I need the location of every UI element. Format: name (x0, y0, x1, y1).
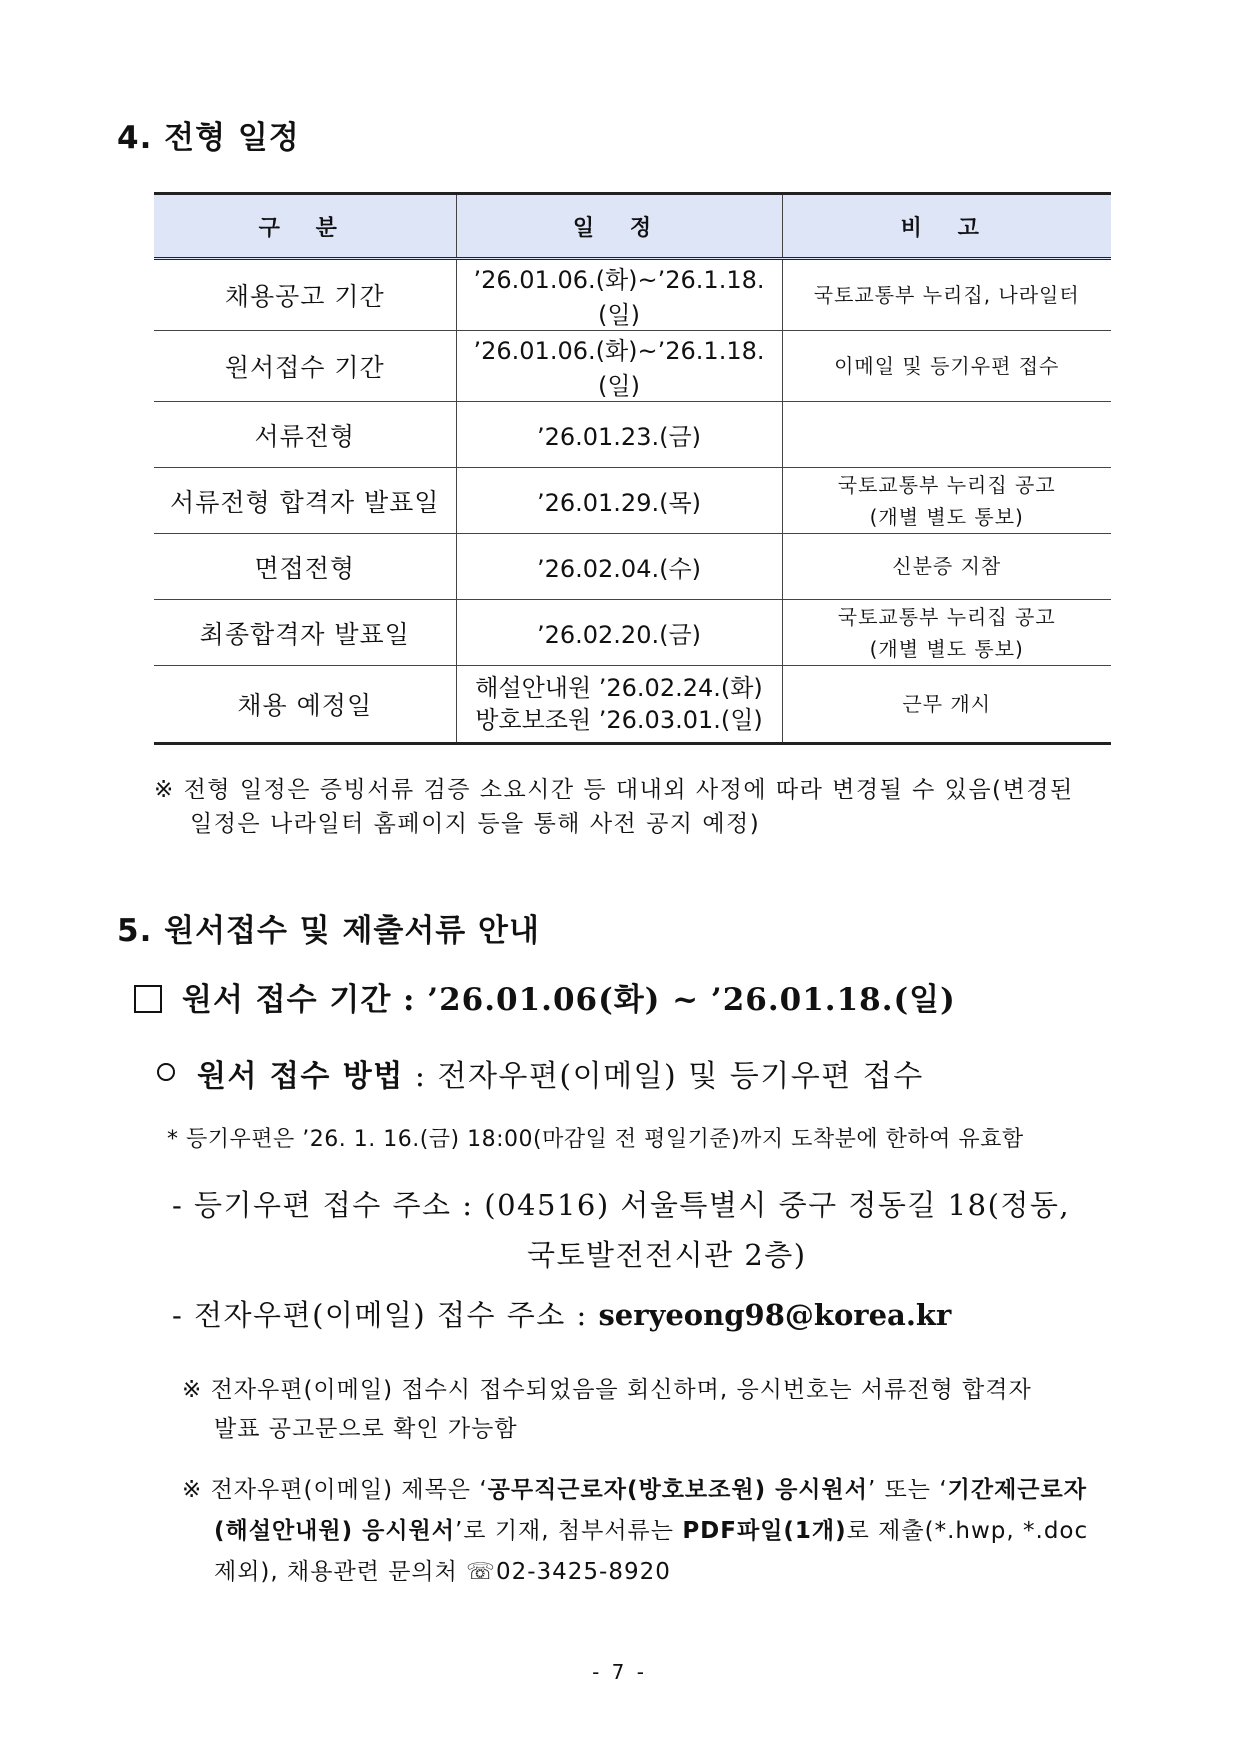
notice-bold: 기간제근로자 (947, 1477, 1087, 1503)
notice-line2: 발표 공고문으로 확인 가능함 (214, 1416, 518, 1442)
row-date: ’26.01.06.(화)~’26.1.18.(일) (456, 331, 782, 402)
notice-line2 (182, 1511, 1117, 1552)
table-row (154, 666, 1111, 744)
row-item: 채용공고 기간 (154, 259, 456, 331)
row-date (456, 666, 782, 744)
postal-address-line2: 국토발전전시관 2층) (527, 1238, 807, 1272)
row-item: 서류전형 합격자 발표일 (154, 468, 456, 534)
table-row (154, 468, 1111, 534)
row-item: 서류전형 (154, 402, 456, 468)
postal-address (172, 1180, 1122, 1280)
row-date: ’26.01.29.(목) (456, 468, 782, 534)
row-date-line2: 방호보조원 ’26.03.01.(일) (475, 706, 763, 734)
row-item: 면접전형 (154, 534, 456, 600)
notice-line1: ※ 전형 일정은 증빙서류 검증 소요시간 등 대내외 사정에 따라 변경될 수 있음(변경된 (154, 777, 1074, 803)
circle-bullet-icon (157, 1063, 175, 1081)
header-schedule: 일 정 (456, 194, 782, 259)
application-method-text: : 전자우편(이메일) 및 등기우편 접수 (403, 1059, 924, 1094)
application-method-label: 원서 접수 방법 (197, 1059, 404, 1094)
table-row (154, 259, 1111, 331)
section-4-heading: 4. 전형 일정 (117, 120, 300, 156)
row-note: 신분증 지참 (782, 534, 1111, 600)
notice-text: ’로 기재, 첨부서류는 (455, 1518, 683, 1544)
table-row (154, 402, 1111, 468)
email-label: - 전자우편(이메일) 접수 주소 : (172, 1298, 599, 1332)
notice-text: ※ 전자우편(이메일) 제목은 ‘ (182, 1477, 488, 1503)
notice-line2: 일정은 나라일터 홈페이지 등을 통해 사전 공지 예정) (190, 811, 761, 837)
email-subject-notice (182, 1470, 1117, 1593)
row-note: 이메일 및 등기우편 접수 (782, 331, 1111, 402)
row-note-line1: 국토교통부 누리집 공고 (837, 604, 1056, 629)
email-reply-notice (182, 1371, 1117, 1449)
application-period-text: 원서 접수 기간 : ’26.01.06(화) ~ ’26.01.18.(일) (182, 982, 956, 1018)
table-row (154, 600, 1111, 666)
header-remarks: 비 고 (782, 194, 1111, 259)
row-item: 채용 예정일 (154, 666, 456, 744)
application-method (157, 1060, 924, 1094)
notice-bold: PDF파일(1개) (682, 1518, 847, 1544)
email-address-line (172, 1298, 951, 1332)
schedule-table (154, 192, 1111, 745)
row-note: 국토교통부 누리집, 나라일터 (782, 259, 1111, 331)
application-period (134, 983, 956, 1017)
postal-deadline-note: * 등기우편은 ’26. 1. 16.(금) 18:00(마감일 전 평일기준)까지 도착분에 한하여 유효함 (167, 1127, 1024, 1152)
row-date-line1: 해설안내원 ’26.02.24.(화) (475, 674, 763, 702)
row-note-line2: (개별 별도 통보) (869, 504, 1024, 529)
table-row (154, 534, 1111, 600)
page-number: - 7 - (592, 1660, 647, 1684)
row-date: ’26.02.04.(수) (456, 534, 782, 600)
row-item: 최종합격자 발표일 (154, 600, 456, 666)
notice-text: ’ 또는 ‘ (867, 1477, 948, 1503)
row-item: 원서접수 기간 (154, 331, 456, 402)
row-note (782, 468, 1111, 534)
notice-bold: (해설안내원) 응시원서 (214, 1518, 455, 1544)
row-note-line1: 국토교통부 누리집 공고 (837, 472, 1056, 497)
row-note-line2: (개별 별도 통보) (869, 636, 1024, 661)
row-date: ’26.01.23.(금) (456, 402, 782, 468)
notice-bold: 공무직근로자(방호보조원) 응시원서 (487, 1477, 868, 1503)
row-date: ’26.02.20.(금) (456, 600, 782, 666)
notice-line1: ※ 전자우편(이메일) 접수시 접수되었음을 회신하며, 응시번호는 서류전형 합격자 (182, 1377, 1032, 1403)
postal-address-line1: - 등기우편 접수 주소 : (04516) 서울특별시 중구 정동길 18(정동, (172, 1188, 1071, 1222)
table-row (154, 331, 1111, 402)
row-note (782, 402, 1111, 468)
email-address[interactable]: seryeong98@korea.kr (598, 1298, 952, 1332)
table-header-row (154, 194, 1111, 259)
schedule-change-notice (154, 773, 1114, 841)
checkbox-square-icon (134, 985, 162, 1013)
header-category: 구 분 (154, 194, 456, 259)
notice-text: 로 제출(*.hwp, *.doc (846, 1518, 1089, 1544)
section-5-heading: 5. 원서접수 및 제출서류 안내 (117, 913, 540, 949)
notice-line3: 제외), 채용관련 문의처 ☏02-3425-8920 (214, 1559, 671, 1585)
row-note: 근무 개시 (782, 666, 1111, 744)
row-note (782, 600, 1111, 666)
row-date: ’26.01.06.(화)~’26.1.18.(일) (456, 259, 782, 331)
